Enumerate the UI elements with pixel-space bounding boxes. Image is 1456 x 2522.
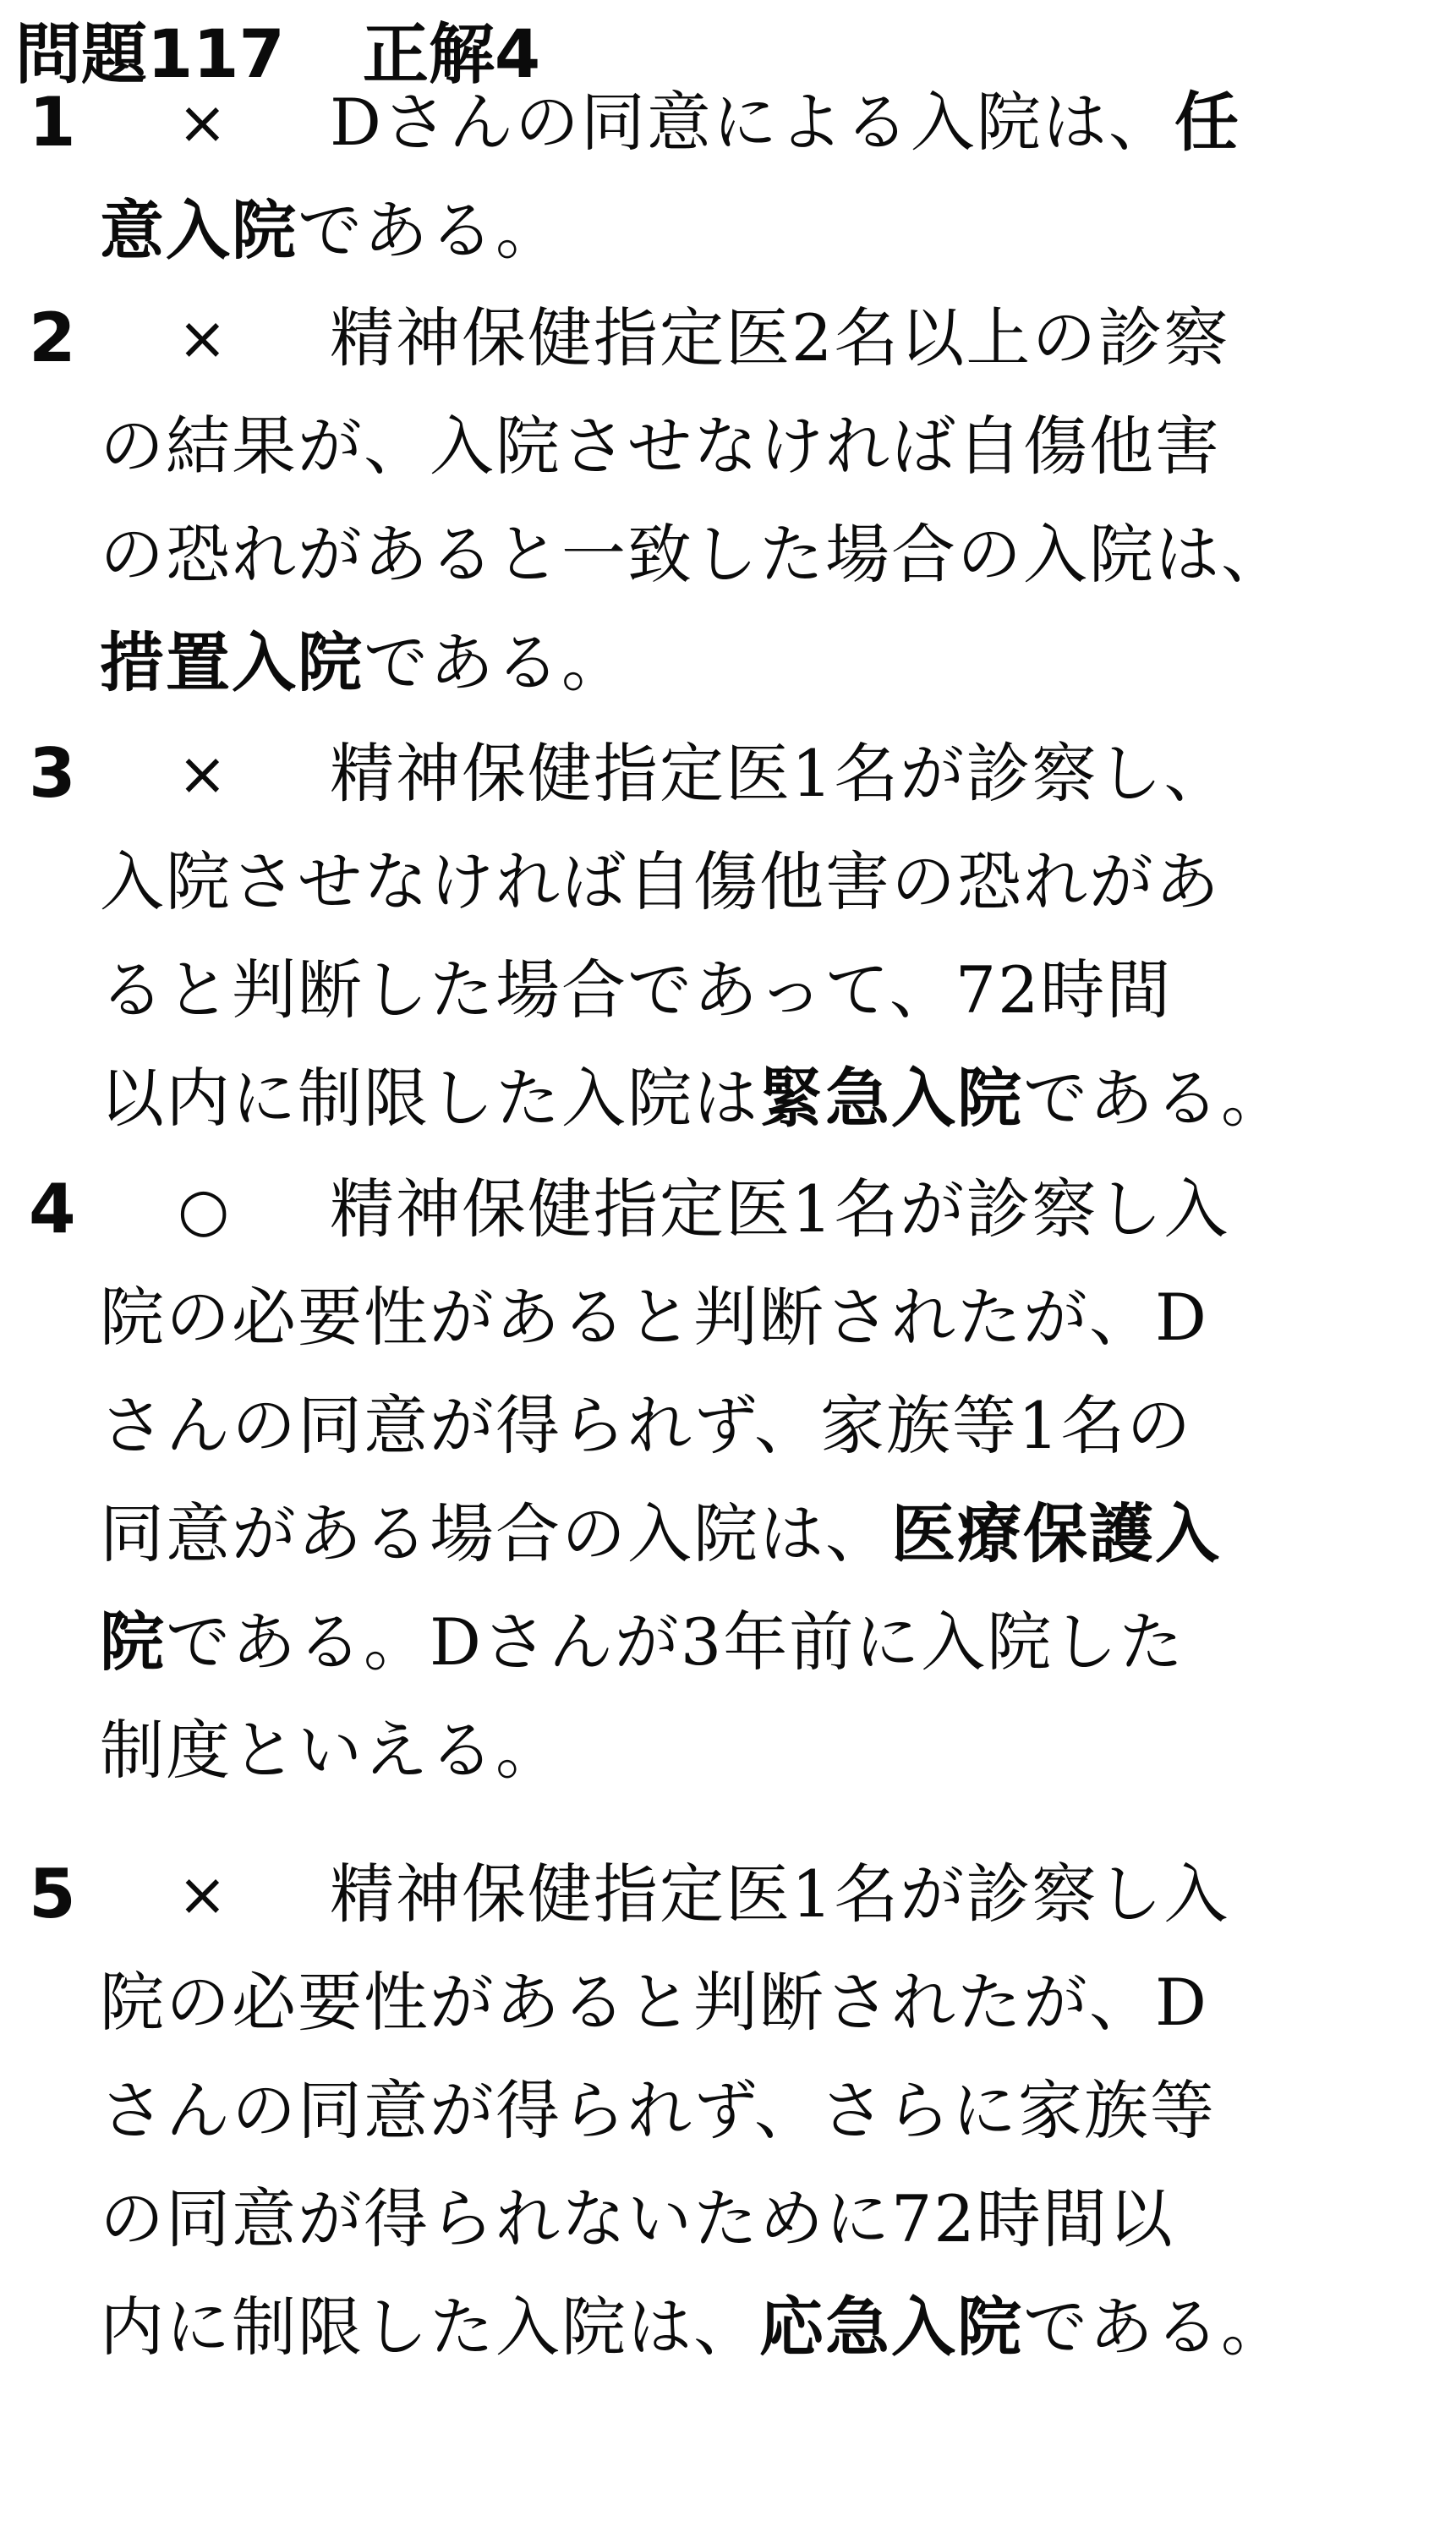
judgement-mark: × xyxy=(178,88,227,157)
explanation-line xyxy=(100,1587,1185,1697)
text-segment: Dさんの同意による入院は、 xyxy=(330,85,1174,160)
text-segment: である。Dさんが3年前に入院した xyxy=(166,1604,1185,1680)
text-segment: さんの同意が得られず、家族等1名の xyxy=(100,1388,1193,1463)
text-segment: 精神保健指定医1名が診察し入 xyxy=(330,1171,1230,1247)
explanation-line xyxy=(100,1696,561,1806)
text-segment: 制度といえる。 xyxy=(100,1713,561,1788)
text-segment: 院の必要性があると判断されたが、D xyxy=(100,1965,1208,2040)
explanation-line xyxy=(100,2273,1287,2382)
explanation-line xyxy=(100,1044,1287,1154)
correct-answer: 正解4 xyxy=(362,17,541,93)
explanation-line xyxy=(100,1263,1208,1373)
bold-term: 緊急入院 xyxy=(759,1061,1023,1136)
judgement-mark: × xyxy=(178,739,227,809)
text-segment: 院の必要性があると判断されたが、D xyxy=(100,1280,1208,1355)
explanation-line xyxy=(330,1839,1229,1949)
text-segment: 精神保健指定医2名以上の診察 xyxy=(330,300,1230,376)
judgement-mark: × xyxy=(178,304,227,373)
bold-term: 院 xyxy=(100,1604,166,1680)
text-segment: の恐れがあると一致した場合の入院は、 xyxy=(100,517,1287,592)
explanation-line xyxy=(100,392,1221,502)
option-number: 3 xyxy=(29,734,76,813)
explanation-line xyxy=(330,1154,1229,1264)
bold-term: 医療保護入 xyxy=(891,1496,1221,1571)
text-segment: である。 xyxy=(1023,1061,1287,1136)
judgement-mark: × xyxy=(178,1860,227,1929)
text-segment: の同意が得られないために72時間以 xyxy=(100,2181,1174,2256)
text-segment: 入院させなければ自傷他害の恐れがあ xyxy=(100,844,1221,919)
question-number: 問題117 xyxy=(15,17,285,93)
explanation-line xyxy=(100,935,1172,1045)
option-number: 2 xyxy=(29,299,76,377)
explanation-line xyxy=(100,1479,1221,1589)
bold-term: 応急入院 xyxy=(759,2289,1023,2365)
explanation-line xyxy=(330,283,1229,393)
explanation-line xyxy=(100,1371,1192,1481)
bold-term: 措置入院 xyxy=(100,625,364,700)
text-segment: の結果が、入院させなければ自傷他害 xyxy=(100,408,1221,484)
text-segment: である。 xyxy=(298,193,561,268)
bold-term: 任 xyxy=(1174,85,1240,160)
explanation-line xyxy=(100,176,561,286)
explanation-line xyxy=(100,2164,1174,2274)
explanation-line xyxy=(330,719,1229,829)
explanation-line xyxy=(100,608,627,718)
text-segment: 精神保健指定医1名が診察し、 xyxy=(330,736,1230,811)
text-segment: である。 xyxy=(1023,2289,1287,2365)
option-number: 5 xyxy=(29,1855,76,1933)
text-segment: である。 xyxy=(364,625,627,700)
explanation-line xyxy=(100,2056,1216,2166)
text-segment: 精神保健指定医1名が診察し入 xyxy=(330,1856,1230,1932)
explanation-line xyxy=(100,500,1287,610)
explanation-line xyxy=(330,68,1240,178)
text-segment: ると判断した場合であって、72時間 xyxy=(100,952,1173,1028)
text-segment: 同意がある場合の入院は、 xyxy=(100,1496,891,1571)
judgement-mark: ○ xyxy=(178,1175,230,1244)
text-segment: 以内に制限した入院は xyxy=(100,1061,759,1136)
text-segment: さんの同意が得られず、さらに家族等 xyxy=(100,2073,1216,2148)
explanation-line xyxy=(100,827,1221,937)
bold-term: 意入院 xyxy=(100,193,298,268)
option-number: 1 xyxy=(29,83,76,162)
text-segment: 内に制限した入院は、 xyxy=(100,2289,759,2365)
explanation-line xyxy=(100,1948,1208,2058)
option-number: 4 xyxy=(29,1170,76,1248)
